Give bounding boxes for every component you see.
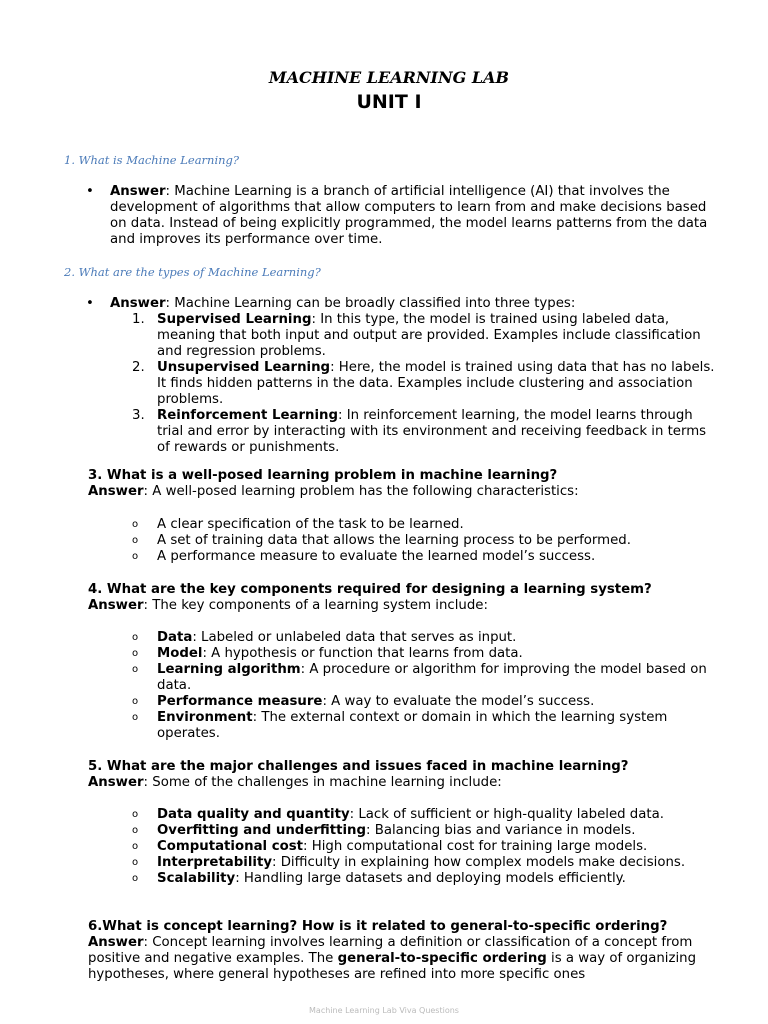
sub-bullet-icon: o: [132, 841, 139, 852]
sub-bullet-icon: o: [132, 664, 139, 675]
question-1: 1. What is Machine Learning?: [64, 153, 240, 167]
answer-text: : A well-posed learning problem has the following characteristics:: [143, 484, 579, 499]
list-item: o A set of training data that allows the learning process to be performed.: [132, 533, 631, 548]
section-6: 6.What is concept learning? How is it related to general-to-specific ordering? Answer: Concept learning involves learning a definition or classification of a concept from positive and negative examples. The general-to-specific ordering is a way of organizing hypotheses, where general hypotheses are refined into more specific ones: [88, 919, 697, 982]
bullet-icon: •: [86, 184, 94, 199]
sub-bullet-icon: o: [132, 857, 139, 868]
sub-bullet-icon: o: [132, 873, 139, 884]
list-item: o Environment: The external context or domain in which the learning system operates.: [132, 710, 668, 741]
sub-bullet-icon: o: [132, 825, 139, 836]
answer-text: : Machine Learning can be broadly classified into three types:: [165, 296, 576, 311]
document-title: MACHINE LEARNING LAB: [268, 68, 510, 87]
list-item: 3. Reinforcement Learning: In reinforcement learning, the model learns through trial and error by interacting with its environment and receiving feedback in terms of rewards or punishments.: [132, 408, 707, 455]
sub-bullet-icon: o: [132, 551, 139, 562]
sub-bullet-icon: o: [132, 712, 139, 723]
question-4: 4. What are the key components required for designing a learning system?: [88, 582, 652, 597]
answer-label: Answer: [88, 775, 144, 790]
challenges-list: [132, 807, 732, 887]
list-item: 2. Unsupervised Learning: Here, the model is trained using data that has no labels. It finds hidden patterns in the data. Examples include clustering and association problems.: [132, 360, 715, 407]
sub-bullet-icon: o: [132, 696, 139, 707]
list-item: 1. Supervised Learning: In this type, the model is trained using labeled data, meaning that both input and output are provided. Examples include classification and regression problems.: [132, 312, 701, 359]
list-item: o A performance measure to evaluate the learned model’s success.: [132, 549, 596, 564]
sub-bullet-icon: o: [132, 648, 139, 659]
sub-bullet-icon: o: [132, 535, 139, 546]
sub-bullet-icon: o: [132, 809, 139, 820]
answer-label: Answer: [110, 296, 166, 311]
list-item: o Data: Labeled or unlabeled data that serves as input.: [132, 630, 517, 645]
question-3: 3. What is a well-posed learning problem in machine learning?: [88, 468, 558, 483]
answer-text: : Machine Learning is a branch of artificial intelligence (AI) that involves the development of algorithms that allow computers to learn from and make decisions based on data. Instead of being explicitly programmed, the model learns patterns from the data and improves its performance over time.: [110, 184, 708, 247]
list-item: o Scalability: Handling large datasets and deploying models efficiently.: [132, 871, 626, 886]
section-3: [88, 468, 728, 500]
unit-heading: UNIT I: [356, 91, 422, 113]
list-item: o Learning algorithm: A procedure or algorithm for improving the model based on data.: [132, 662, 707, 693]
characteristics-list: [132, 517, 732, 565]
answer-text: : The key components of a learning system include:: [143, 598, 488, 613]
answer-label: Answer: [88, 484, 144, 499]
sub-bullet-icon: o: [132, 632, 139, 643]
section-4: [88, 582, 728, 614]
components-list: [132, 630, 732, 742]
list-item: o Computational cost: High computational cost for training large models.: [132, 839, 648, 854]
list-item: o A clear specification of the task to be learned.: [132, 517, 464, 532]
answer-label: Answer: [88, 598, 144, 613]
list-item: o Model: A hypothesis or function that learns from data.: [132, 646, 523, 661]
question-5: 5. What are the major challenges and issues faced in machine learning?: [88, 759, 629, 774]
list-item: o Overfitting and underfitting: Balancing bias and variance in models.: [132, 823, 636, 838]
list-item: o Interpretability: Difficulty in explaining how complex models make decisions.: [132, 855, 686, 870]
list-item: o Performance measure: A way to evaluate the model’s success.: [132, 694, 595, 709]
answer-label: Answer: [110, 184, 166, 199]
ml-types-list: [132, 312, 722, 456]
question-6: 6.What is concept learning? How is it related to general-to-specific ordering?: [88, 919, 668, 934]
answer-1: [86, 184, 726, 248]
answer-text: : Some of the challenges in machine learning include:: [143, 775, 502, 790]
section-5: [88, 759, 728, 791]
page-footer: Machine Learning Lab Viva Questions: [309, 1006, 459, 1015]
sub-bullet-icon: o: [132, 519, 139, 530]
list-item: o Data quality and quantity: Lack of sufficient or high-quality labeled data.: [132, 807, 664, 822]
question-2: 2. What are the types of Machine Learning?: [64, 265, 321, 279]
answer-2: [86, 296, 726, 312]
answer-label: Answer: [88, 935, 144, 950]
bullet-icon: •: [86, 296, 94, 311]
